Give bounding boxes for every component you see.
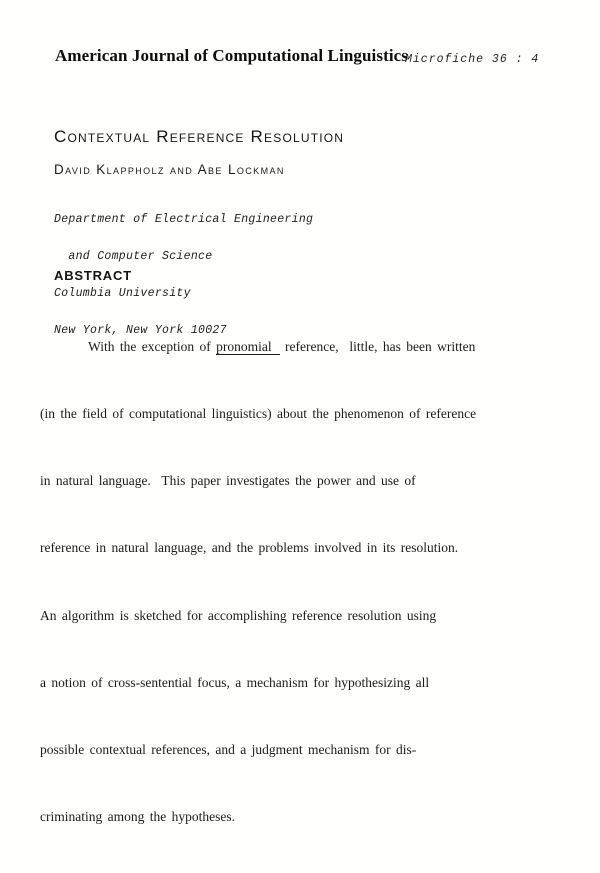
abstract-text-segment: reference, little, has been written (279, 338, 476, 354)
abstract-line: criminating among the hypotheses. (40, 809, 235, 825)
paper-title: Contextual Reference Resolution (54, 127, 345, 146)
affiliation-line: Department of Electrical Engineering (54, 212, 314, 226)
abstract-line: in natural language. This paper investigates the power and use of (40, 473, 416, 489)
affiliation-line: New York, New York 10027 (54, 324, 227, 338)
affiliation-line: Columbia University (54, 287, 191, 301)
underlined-term: pronomial (216, 339, 280, 355)
microfiche-issue-label: Microfiche 36 : 4 (405, 53, 540, 66)
journal-masthead: American Journal of Computational Linguistics (55, 46, 409, 65)
abstract-text-segment: With the exception of (88, 338, 217, 354)
abstract-line: reference in natural language, and the problems involved in its resolution. (40, 540, 459, 556)
abstract-line: (in the field of computational linguistics) about the phenomenon of reference (40, 406, 477, 422)
affiliation-line: and Computer Science (54, 250, 213, 264)
abstract-paragraph (40, 291, 555, 873)
abstract-line: possible contextual references, and a judgment mechanism for dis- (40, 742, 417, 758)
author-names: David Klappholz and Abe Lockman (54, 162, 285, 177)
abstract-line: a notion of cross-sentential focus, a mechanism for hypothesizing all (40, 674, 430, 690)
abstract-line: An algorithm is sketched for accomplishing reference resolution using (40, 607, 437, 623)
abstract-heading: ABSTRACT (54, 268, 132, 283)
abstract-line (40, 336, 555, 358)
